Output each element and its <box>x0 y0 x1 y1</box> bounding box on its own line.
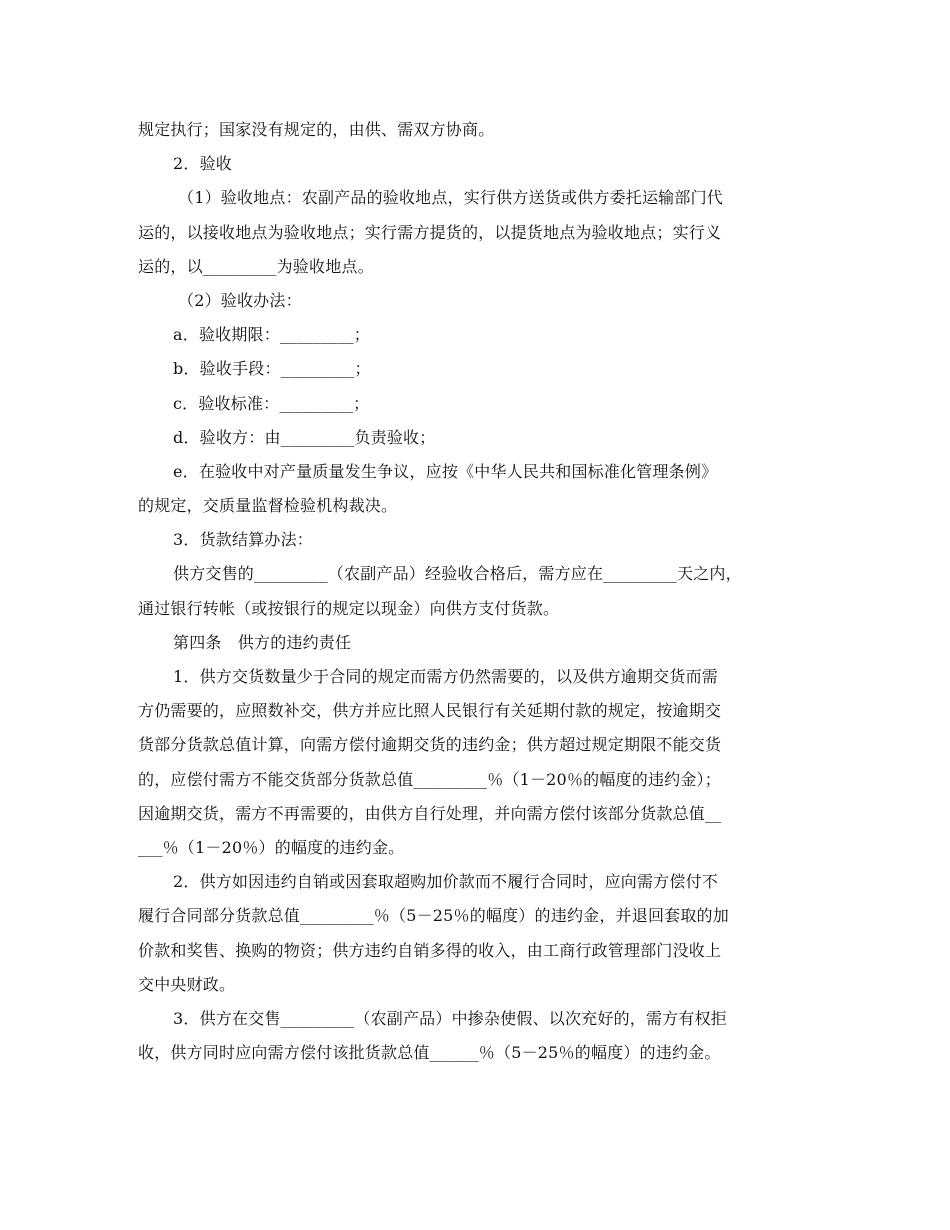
text-line: 价款和奖售、换购的物资；供方违约自销多得的收入，由工商行政管理部门没收上 <box>138 940 722 960</box>
text-line: 1．供方交货数量少于合同的规定而需方仍然需要的，以及供方逾期交货而需 <box>173 667 718 686</box>
text-line: c．验收标准：_________； <box>173 393 370 413</box>
text-line: （2）验收办法： <box>178 290 302 310</box>
text-line: 的规定，交质量监督检验机构裁决。 <box>138 496 398 516</box>
text-line: 方仍需要的，应照数补交，供方并应比照人民银行有关延期付款的规定，按逾期交 <box>138 701 722 721</box>
text-line: 运的，以_________为验收地点。 <box>138 256 374 276</box>
text-line: 收，供方同时应向需方偿付该批货款总值______％（5－25％的幅度）的违约金。 <box>138 1043 721 1063</box>
text-line: 运的，以接收地点为验收地点；实行需方提货的，以提货地点为验收地点；实行义 <box>138 222 722 242</box>
text-line: 通过银行转帐（或按银行的规定以现金）向供方支付货款。 <box>138 598 560 618</box>
text-line: 履行合同部分货款总值_________％（5－25％的幅度）的违约金，并退回套取的加 <box>138 906 729 926</box>
text-line: 交中央财政。 <box>138 974 236 994</box>
text-line: 供方交售的_________（农副产品）经验收合格后，需方应在_________天之内， <box>173 564 742 584</box>
document-body <box>138 113 818 1070</box>
text-line: b．验收手段：_________； <box>173 359 371 379</box>
text-line: 3．供方在交售_________（农副产品）中掺杂使假、以次充好的，需方有权拒 <box>173 1008 727 1028</box>
text-line: ___％（1－20％）的幅度的违约金。 <box>138 837 405 857</box>
text-line: 货部分货款总值计算，向需方偿付逾期交货的违约金；供方超过规定期限不能交货 <box>138 735 722 755</box>
text-line: （1）验收地点：农副产品的验收地点，实行供方送货或供方委托运输部门代 <box>178 188 723 208</box>
text-line: 2．验收 <box>173 154 232 174</box>
text-line: 3．货款结算办法： <box>173 530 313 550</box>
text-line: 2．供方如因违约自销或因套取超购加价款而不履行合同时，应向需方偿付不 <box>173 872 718 892</box>
text-line: 第四条 供方的违约责任 <box>173 632 352 652</box>
text-line: d．验收方：由_________负责验收； <box>173 427 436 447</box>
text-line: 规定执行；国家没有规定的，由供、需双方协商。 <box>138 120 495 139</box>
text-line: 的，应偿付需方不能交货部分货款总值_________％（1－20％的幅度的违约金）； <box>138 769 721 789</box>
text-line: e．在验收中对产量质量发生争议，应按《中华人民共和国标准化管理条例》 <box>173 461 718 481</box>
text-line: 因逾期交货，需方不再需要的，由供方自行处理，并向需方偿付该部分货款总值__ <box>138 803 722 823</box>
text-line: a．验收期限：_________； <box>173 325 370 345</box>
